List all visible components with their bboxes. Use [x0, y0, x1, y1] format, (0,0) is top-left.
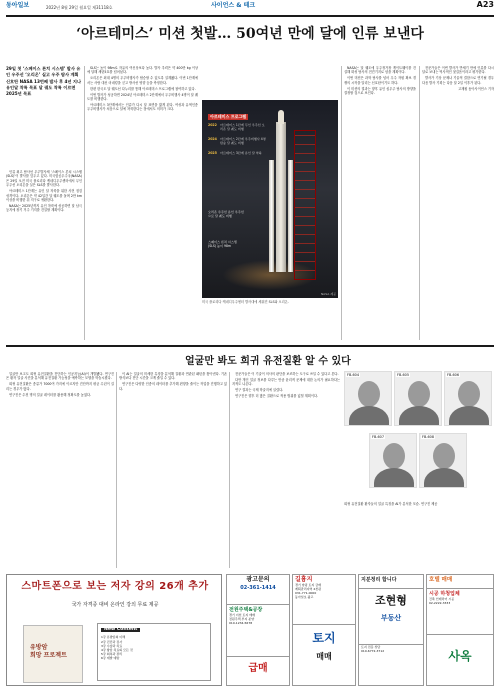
- content-line: 3강 수술과 치료: [101, 643, 123, 648]
- paragraph: 희귀 유전질환은 종류가 7000여 가지에 이르지만 진단까지 평균 수년이 걸리는 경우가 많다.: [6, 382, 114, 391]
- face-grid: [344, 371, 494, 503]
- page-number: A23: [476, 0, 494, 9]
- paragraph: 전문가들은 이번 발사가 반세기 만에 인류를 다시 달로 보내는 역사적인 첫걸음이라고 평가한다.: [422, 66, 494, 75]
- paragraph: 아르테미스 3단계에서는 인류가 다시 달 표면을 밟게 된다. 여성과 유색인종 우주비행사가 처음으로 달에 착륙한다는 점에서도 의미가 크다.: [87, 102, 198, 112]
- ad-contents: [97, 623, 211, 681]
- step-year: 2022: [208, 123, 217, 128]
- timeline-title: 아르테미스 프로그램: [210, 114, 247, 119]
- article1-col5: [422, 66, 494, 340]
- paragraph: 전문가들은 이 기술이 의사의 판단을 보조하는 도구로 쓰일 수 있다고 본다.: [235, 372, 339, 376]
- classified-box: [359, 589, 423, 645]
- paragraph: 이번 미션은 과학 탐사를 넘어 우주 자원 확보 경쟁의 시작을 알리는 신호탄이기도 하다.: [344, 76, 416, 85]
- paragraph: 이번 발사가 성공하면 2024년 아르테미스 2단계에서 우주비행사 4명이 달 궤도를 비행한다.: [87, 92, 198, 101]
- classified-heading: 시공 하청업체: [429, 591, 460, 597]
- paragraph: 얼굴만 보고도 희귀 유전질환을 진단하는 인공지능(AI)이 개발됐다. 연구진은 환자 얼굴 사진을 분석해 유전질환 가능성을 예측하는 모델을 학습시켰다.: [6, 372, 114, 381]
- face-label: FB-604: [347, 373, 359, 377]
- section-title: 사이언스 & 테크: [211, 2, 256, 9]
- column-divider: [341, 66, 342, 340]
- callout-sls: 스페이스 론치 시스템(SLS) 높이 98m: [208, 240, 237, 248]
- article2-col2: [119, 372, 227, 568]
- article1-col1: [6, 170, 82, 340]
- paragraph: 인류 최고 탐사선 우주발사체 ‘스페이스 론치 시스템(SLS)’이 발사를 앞두고 있다. 미국항공우주국(NASA)은 29일 오전 미국 플로리다 케네디우주센터에서 무인 우주선 오리온을 실은 SLS를 발사한다.: [6, 170, 82, 188]
- classified-box: [359, 575, 423, 589]
- step-year: 2025: [208, 151, 217, 156]
- face-photo: [369, 433, 417, 488]
- article2-headline: 얼굴만 봐도 희귀 유전질환 알 수 있다: [185, 356, 351, 367]
- program-timeline: [208, 114, 266, 162]
- paragraph: 연구진은 향후 더 많은 질환으로 적용 범위를 넓힐 계획이다.: [235, 394, 319, 399]
- face-label: FB-607: [372, 435, 384, 439]
- face-photo: [419, 433, 467, 488]
- rocket-infographic: [202, 100, 338, 298]
- classified-line: 경기 이천 토지 매매: [229, 613, 256, 617]
- classified-heading: 급매: [248, 663, 268, 674]
- paragraph: SLS는 높이 98m로 자유의 여신상보다 높다. 발사 추력은 약 400만 kg 이상에 달해 새턴5호를 넘어섰다.: [87, 66, 198, 75]
- timeline-step: [208, 137, 266, 145]
- step-year: 2024: [208, 137, 217, 142]
- issue-date: 2022년 8월 29일 월요일 제31118호: [46, 5, 113, 10]
- paragraph: 오리온은 최대 4명의 우주비행사가 탑승할 수 있도록 설계됐다. 이번 1단계에서는 사람 대신 마네킹을 싣고 방사선 영향 등을 측정한다.: [87, 76, 198, 85]
- timeline-step: [208, 123, 266, 131]
- paragraph: 이 미션의 결과는 향후 유인 심우주 탐사의 방향을 결정할 것으로 보인다.: [344, 86, 416, 96]
- book-cover: [23, 625, 83, 683]
- face-label: FB-608: [422, 435, 434, 439]
- step-text: 아르테미스 1단계 무인 우주선 오리온 달 궤도 비행: [220, 123, 265, 132]
- new-content-label: New Content: [101, 628, 140, 632]
- content-line: 5강 회복과 관리: [101, 652, 123, 657]
- article2-col3: [232, 372, 340, 568]
- timeline-step: [208, 151, 266, 155]
- booster-left: [269, 160, 274, 272]
- paragraph: NASA는 2025년까지 유인 착륙에 성공하면 달 남극 등지에 장기 거주 기지를 건설할 계획이다.: [6, 203, 82, 213]
- ad-banner: 스마트폰으로 보는 저자 강의 26개 추가: [21, 581, 209, 592]
- classified-heading: 부동산: [380, 614, 402, 622]
- article1-headline: ‘아르테미스’ 미션 첫발… 50여년 만에 달에 인류 보낸다: [76, 26, 424, 42]
- classified-heading: 전원주택&공장: [229, 607, 263, 613]
- classified-col4: [426, 574, 494, 686]
- content-line: 6강 재발 예방: [101, 656, 120, 661]
- classified-col2: [292, 574, 356, 686]
- masthead: [6, 0, 494, 17]
- classified-box: [227, 657, 289, 686]
- column-divider: [419, 66, 420, 340]
- classified-col1: [226, 574, 290, 686]
- column-divider: [229, 372, 230, 568]
- article1-col4: [344, 66, 416, 340]
- classified-line: 010-6772-3712: [361, 648, 385, 653]
- newspaper-logo: 동아일보: [6, 2, 30, 9]
- paragraph: 연구 결과는 국제 학술지에 실렸다.: [235, 388, 284, 393]
- paragraph: 아르테미스 1단계는 유인 달 착륙을 위한 사전 점검 성격이다. 오리온은 약 42일간 달 궤도를 돌며 2만 km 이상을 비행한 뒤 지구로 귀환한다.: [6, 189, 82, 202]
- classified-heading: 호텔 매매: [429, 577, 453, 583]
- classified-heading: 광고문의: [246, 576, 270, 583]
- column-divider: [84, 66, 85, 340]
- callout-orion: 오리온 우주선 유인 우주선으로 달 궤도 비행: [208, 210, 244, 218]
- paragraph: 연구진은 다양한 인종의 데이터를 추가해 편향을 줄이는 작업을 진행하고 있다.: [119, 382, 227, 391]
- photo-credit: NASA 제공: [320, 291, 336, 296]
- classified-line: 031-771-0000: [295, 590, 317, 595]
- step-text: 아르테미스 2단계 우주비행사 4명 탑승 달 궤도 비행: [220, 137, 266, 146]
- classified-box: [293, 575, 355, 625]
- column-divider: [116, 372, 117, 568]
- classified-line: 010-1234-5678: [229, 620, 253, 625]
- ad-subtitle: 국가 자격증 대비 온라인 강의 무료 제공: [71, 602, 159, 608]
- classified-line: 건축 인테리어 시공: [429, 597, 455, 601]
- classified-box: [427, 635, 493, 686]
- content-line: 4강 항암 치료의 모든 것: [101, 648, 133, 653]
- classified-box: [227, 575, 289, 605]
- step-text: 아르테미스 3단계 유인 달 착륙: [220, 151, 262, 156]
- article1-col2: [87, 66, 198, 340]
- sls-rocket: [276, 122, 286, 272]
- classified-heading: 매매: [316, 652, 332, 661]
- section-rule: [6, 345, 494, 347]
- classified-line: 02-2222-3333: [429, 600, 451, 605]
- classified-heading: 길흉지: [295, 576, 313, 583]
- classified-box: [293, 625, 355, 686]
- byline: 고재원 동아사이언스 기자: [458, 86, 494, 91]
- classified-line: 계획관리지역 2천평: [295, 586, 322, 591]
- face-photo: [394, 371, 442, 426]
- classified-col3: [358, 574, 424, 686]
- classified-box: [427, 575, 493, 589]
- classified-box: [227, 605, 289, 657]
- classified-line: 전원주택 부지 분양: [229, 616, 255, 621]
- classified-heading: 조현형: [375, 594, 407, 607]
- classified-heading: 토지: [312, 631, 336, 645]
- paragraph: 한편 한국도 달 궤도선 다누리를 통해 아르테미스 프로그램에 참여하고 있다.: [90, 86, 196, 91]
- launch-tower: [294, 130, 316, 280]
- classified-box: [427, 589, 493, 635]
- paragraph: 연구진은 수천 명의 얼굴 데이터를 활용해 정확도를 높였다.: [9, 392, 92, 397]
- paragraph: NASA는 달 궤도에 우주정거장 게이트웨이를 건설해 화성 탐사의 전진기지로 삼을 계획이다.: [344, 66, 416, 75]
- classified-box: [359, 645, 423, 686]
- lecture-advertisement: [6, 574, 222, 686]
- content-line: 2강 진단과 검사: [101, 639, 123, 644]
- face-label: FB-605: [397, 373, 409, 377]
- content-line: 1강 유방암의 이해: [101, 635, 126, 640]
- face-photo: [344, 371, 392, 426]
- classified-phone: 02-361-1414: [240, 585, 276, 591]
- booster-right: [288, 160, 293, 272]
- classified-line: 토지 전문 상담: [361, 645, 381, 649]
- paragraph: 발사가 기상 문제나 기술적 결함으로 연기될 경우 다음 발사 기회는 다음 달 2일 이후가 된다.: [422, 76, 494, 85]
- article1-lede: 29일 첫 ‘스페이스 론치 시스템’ 발사 유인 우주선 ‘오리온’ 실고 우주 탐사 계획 신호탄 NASA 13번째 발사 후 4년 지나 유인달 착륙 목표 달 궤도 착륙 이르면 2025년 목표: [6, 66, 81, 97]
- figure-caption: 미국 플로리다 케네디우주센터 발사대에 세워진 SLS와 오리온.: [202, 300, 289, 304]
- classified-heading: 지분정리 합니다: [361, 577, 397, 583]
- article2-col1: [6, 372, 114, 568]
- book-title: 유방암 희망 프로젝트: [30, 644, 67, 659]
- classified-line: 동아일보 광고: [295, 594, 314, 599]
- paragraph: 다만 개인 얼굴 정보를 다루는 만큼 윤리적 문제에 대한 논의가 필요하다는 지적도 나온다.: [232, 377, 340, 387]
- face-label: FB-606: [447, 373, 459, 377]
- paragraph: 이 AI는 얼굴의 미세한 특징을 분석해 질환과 연관된 패턴을 찾아낸다. 기존 방식보다 진단 시간을 크게 줄일 수 있다.: [119, 372, 227, 381]
- face-caption: 희귀 유전질환 환자들의 얼굴 특징을 AI가 분석한 모습. 연구진 제공: [344, 502, 438, 506]
- classified-line: 경기 양평 토지 급매: [295, 583, 322, 587]
- classified-heading: 사옥: [448, 649, 472, 663]
- face-photo: [444, 371, 492, 426]
